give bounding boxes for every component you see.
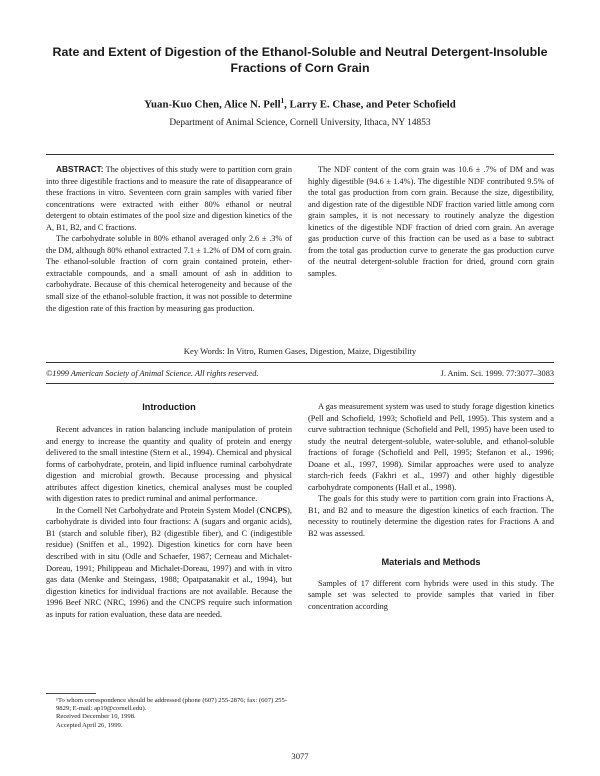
abstract-left-column (46, 164, 292, 314)
journal-reference: J. Anim. Sci. 1999. 77:3077–3083 (440, 369, 554, 378)
intro-paragraph-2 (46, 505, 292, 620)
intro-paragraph-3: A gas measurement system was used to study forage digestion kinetics (Pell and Schofield, 1993; Schofield and Pell, 1995). This system and a curve subtraction technique (Schofield and Pell, 1995) have been used to study the neutral detergent-soluble, water-soluble, and ethanol-soluble fractions of forage (Schofield and Pell, 1995; Stefanon et al., 1996; Doane et al., 1997, 1998). Similar approaches were used to analyze starch-rich feeds (Fakhri et al., 1997) and other highly digestible carbohydrate components (Hall et al., 1998). (308, 402, 554, 492)
abstract-text-1: The objectives of this study were to partition corn grain into three digestible fractions and to measure the rate of disappearance of these fractions in vitro. Seventeen corn grain samples with varied fiber concentrations were extracted with either 80% ethanol or neutral detergent to obtain estimates of the pool size and digestion kinetics of the A, B1, B2, and C fractions. (46, 165, 292, 232)
copyright-notice: ©1999 American Society of Animal Science. All rights reserved. (46, 369, 259, 378)
middle-rule (46, 362, 554, 363)
intro-p2-text-b: ), carbohydrate is divided into four fractions: A (sugars and organic acids), B1 (starch and soluble fiber), B2 (digestible fiber), and C (indigestible residue) (Sniffen et al., 1992). Digestion kinetics for corn have been described with in situ (Odle and Schaefer, 1987; Cerneau and Michalet-Doreau, 1991; Philippeau and Michalet-Doreau, 1997) and with in vitro gas data (Menke and Steingass, 1988; Opatpatanakit et al., 1994), but digestion kinetics for individual fractions are not available. Because the 1996 Beef NRC (NRC, 1996) and the CNCPS require such information as inputs for ration evaluation, these data are needed. (46, 505, 292, 619)
cncps-term: CNCPS (259, 505, 288, 515)
paper-title: Rate and Extent of Digestion of the Ethanol-Soluble and Neutral Detergent-Insoluble Fractions of Corn Grain (52, 45, 548, 75)
lower-rule (46, 383, 554, 384)
accepted-date: Accepted April 26, 1999. (56, 721, 123, 729)
methods-heading: Materials and Methods (381, 556, 481, 567)
authors-first: Yuan-Kuo Chen, Alice N. Pell (144, 98, 281, 111)
intro-right-column (308, 401, 554, 612)
affiliation: Department of Animal Science, Cornell University, Ithaca, NY 14853 (169, 118, 431, 128)
abstract-paragraph-3: The NDF content of the corn grain was 10.6 ± .7% of DM and was highly digestible (94.6 ± 1.4%). The digestible NDF contributed 9.5% of the total gas production from corn grain. Because the size, digestibility, and digestion rate of the digestible NDF fraction varied little among corn grain samples, it is not necessary to routinely analyze the digestion kinetics of the digestible NDF fraction of dried corn grain. An average gas production curve of this fraction can be used as a base to subtract from the total gas production curve to generate the gas production curve of the neutral detergent-soluble fraction for dried, ground corn grain samples. (308, 165, 554, 278)
intro-paragraph-1: Recent advances in ration balancing include manipulation of protein and energy to increase the quantity and quality of protein and energy delivered to the small intestine (Stern et al., 1994). Chemical and physical forms of carbohydrate, protein, and lipid influence ruminal carbohydrate digestion and microbial growth. Because processing and physical attributes affect digestion kinetics, chemical analyses must be coupled with digestion rates to predict ruminal and animal performance. (46, 425, 292, 504)
intro-p2-text-a: In the Cornell Net Carbohydrate and Protein System Model ( (56, 505, 260, 515)
author-footnote-mark: 1 (280, 97, 285, 105)
abstract-right-column (308, 164, 554, 279)
footnote-rule (46, 693, 96, 694)
keywords: Key Words: In Vitro, Rumen Gases, Digestion, Maize, Digestibility (183, 346, 417, 356)
abstract-paragraph-2: The carbohydrate soluble in 80% ethanol averaged only 2.6 ± .3% of the DM, although 80% ethanol extracted 7.1 ± 1.2% of DM of corn grain. The ethanol-soluble fraction of corn grain contained protein, ether-extractable compounds, and a small amount of ash in addition to carbohydrate. Because of this chemical heterogeneity and because of the small size of the ethanol-soluble fraction, it was not possible to determine the digestion rate of this fraction by measuring gas production. (46, 234, 292, 313)
intro-paragraph-4: The goals for this study were to partition corn grain into Fractions A, B1, and B2 and to measure the digestion kinetics of each fraction. The necessity to routinely determine the digestion rates for Fractions A and B2 was assessed. (308, 494, 554, 539)
intro-left-column (46, 401, 292, 620)
author-list (40, 95, 560, 112)
received-date: Received December 10, 1998. (56, 713, 136, 721)
footnote-correspondence: ¹To whom correspondence should be addressed (phone (607) 255-2876; fax: (607) 255-9829; E-mail: ap19@cornell.edu). (56, 697, 287, 713)
page-number: 3077 (291, 751, 309, 761)
authors-rest: , Larry E. Chase, and Peter Schofield (284, 98, 456, 111)
top-rule (46, 154, 554, 155)
abstract-label: ABSTRACT: (56, 164, 104, 174)
introduction-heading: Introduction (142, 402, 196, 412)
methods-paragraph-1: Samples of 17 different corn hybrids were used in this study. The sample set was selected to provide samples that varied in fiber concentration according (308, 578, 554, 611)
footnotes (46, 697, 292, 730)
abstract-paragraph-1 (46, 164, 292, 233)
